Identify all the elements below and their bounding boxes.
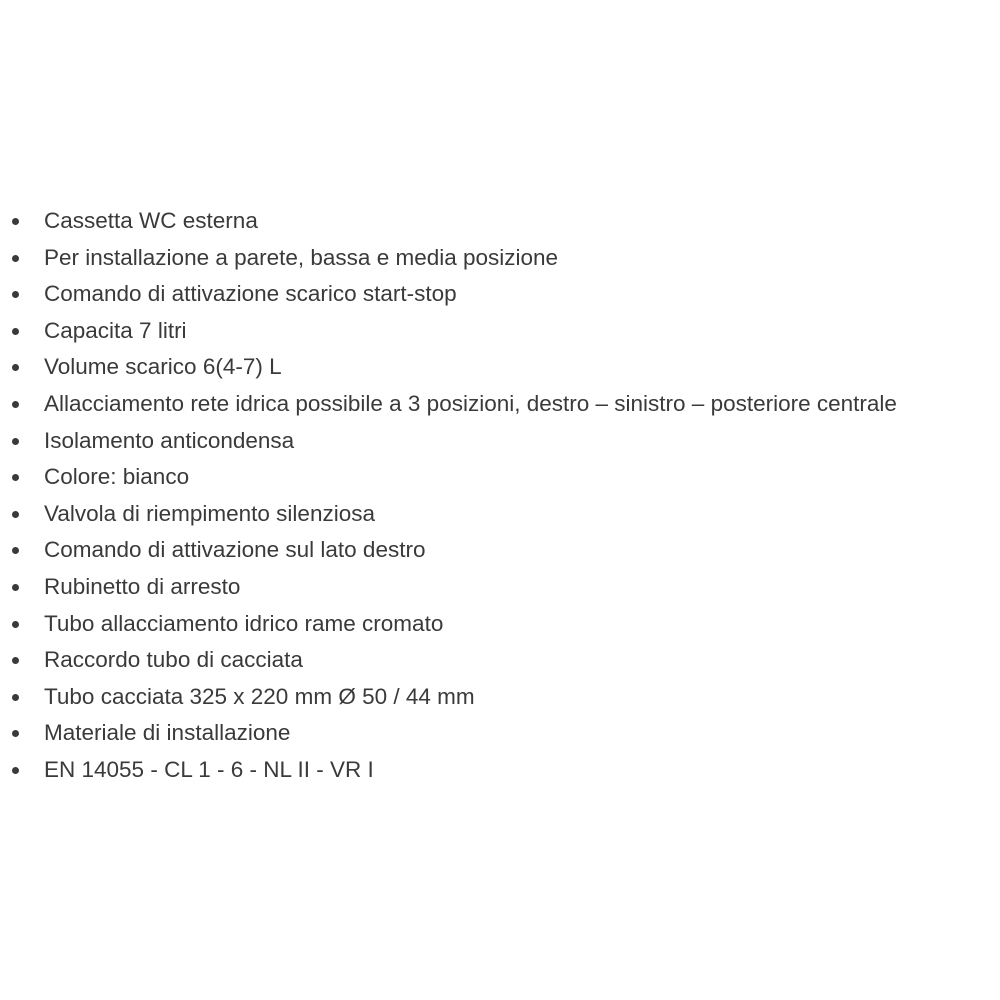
bullet-icon xyxy=(12,401,19,408)
feature-text: Tubo cacciata 325 x 220 mm Ø 50 / 44 mm xyxy=(44,683,475,709)
bullet-icon xyxy=(12,657,19,664)
bullet-icon xyxy=(12,694,19,701)
bullet-icon xyxy=(12,255,19,262)
list-item xyxy=(0,532,897,569)
bullet-icon xyxy=(12,767,19,774)
feature-text: Cassetta WC esterna xyxy=(44,208,258,233)
feature-text: Comando di attivazione scarico start-stop xyxy=(44,281,457,307)
list-item xyxy=(0,423,897,460)
feature-text: Comando di attivazione sul lato destro xyxy=(44,537,426,563)
feature-text: EN 14055 - CL 1 - 6 - NL II - VR I xyxy=(44,756,374,782)
feature-text: Valvola di riempimento silenziosa xyxy=(44,500,375,526)
feature-text: Isolamento anticondensa xyxy=(44,427,295,453)
bullet-icon xyxy=(12,328,19,335)
feature-text: Colore: bianco xyxy=(44,464,190,490)
bullet-icon xyxy=(12,511,19,518)
bullet-icon xyxy=(12,547,19,554)
bullet-icon xyxy=(12,218,19,225)
feature-list xyxy=(0,203,897,789)
feature-text: Allacciamento rete idrica possibile a 3 posizioni, destro – sinistro – posteriore centrale xyxy=(44,390,897,416)
list-item xyxy=(0,752,897,789)
feature-text: Rubinetto di arresto xyxy=(44,573,241,599)
feature-text: Per installazione a parete, bassa e media posizione xyxy=(44,244,559,270)
list-item xyxy=(0,715,897,752)
list-item xyxy=(0,459,897,496)
bullet-icon xyxy=(12,474,19,481)
list-item xyxy=(0,276,897,313)
list-item xyxy=(0,240,897,277)
feature-text: Materiale di installazione xyxy=(44,720,291,746)
list-item xyxy=(0,679,897,716)
feature-text: Capacita 7 litri xyxy=(44,317,187,343)
list-item xyxy=(0,642,897,679)
bullet-icon xyxy=(12,364,19,371)
list-item xyxy=(0,386,897,423)
bullet-icon xyxy=(12,438,19,445)
list-item xyxy=(0,569,897,606)
bullet-icon xyxy=(12,621,19,628)
bullet-icon xyxy=(12,730,19,737)
bullet-icon xyxy=(12,291,19,298)
feature-text: Volume scarico 6(4-7) L xyxy=(44,354,282,380)
list-item xyxy=(0,606,897,643)
list-item xyxy=(0,496,897,533)
feature-text: Raccordo tubo di cacciata xyxy=(44,647,303,673)
feature-text: Tubo allacciamento idrico rame cromato xyxy=(44,610,444,636)
list-item xyxy=(0,203,897,240)
list-item xyxy=(0,313,897,350)
list-item xyxy=(0,349,897,386)
bullet-icon xyxy=(12,584,19,591)
